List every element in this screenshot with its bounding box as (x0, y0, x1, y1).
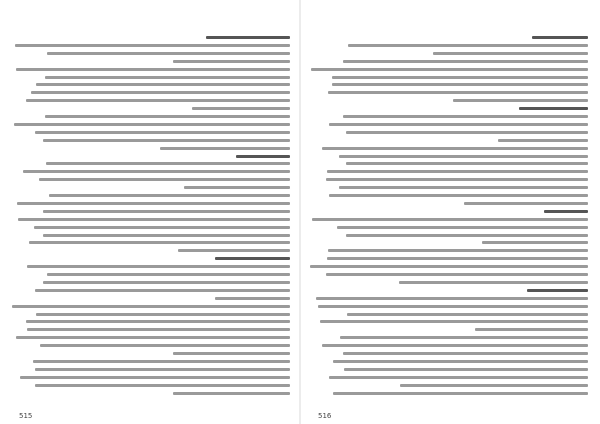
text-line (36, 83, 290, 86)
text-line (33, 360, 290, 363)
text-line (35, 131, 290, 134)
text-line (343, 115, 588, 118)
text-line (29, 241, 290, 244)
text-line (346, 162, 588, 165)
text-line (26, 320, 290, 323)
text-line (184, 186, 290, 189)
text-line (346, 234, 588, 237)
text-line (17, 202, 290, 205)
text-line (544, 210, 588, 213)
text-line (327, 257, 588, 260)
text-line (178, 249, 290, 252)
text-line (311, 68, 588, 71)
text-line (316, 297, 588, 300)
text-line (453, 99, 588, 102)
page-right (300, 0, 600, 424)
text-line (34, 226, 290, 229)
text-line (519, 107, 588, 110)
page-left-text-block (12, 36, 290, 404)
text-line (532, 36, 588, 39)
text-line (498, 139, 588, 142)
text-line (23, 170, 290, 173)
text-line (173, 352, 290, 355)
text-line (343, 60, 588, 63)
text-line (45, 115, 290, 118)
text-line (47, 52, 290, 55)
text-line (326, 178, 588, 181)
page-number-left: 515 (19, 412, 33, 420)
text-line (236, 155, 290, 158)
text-line (26, 99, 290, 102)
text-line (329, 376, 588, 379)
text-line (337, 226, 588, 229)
text-line (206, 36, 290, 39)
text-line (160, 147, 290, 150)
text-line (527, 289, 588, 292)
text-line (43, 139, 290, 142)
text-line (329, 194, 588, 197)
text-line (39, 178, 290, 181)
text-line (318, 305, 588, 308)
text-line (43, 210, 290, 213)
text-line (40, 344, 290, 347)
text-line (45, 76, 290, 79)
page-number-right: 516 (318, 412, 332, 420)
text-line (18, 218, 290, 221)
text-line (35, 289, 290, 292)
text-line (328, 91, 588, 94)
text-line (475, 328, 588, 331)
text-line (339, 155, 588, 158)
text-line (332, 76, 588, 79)
text-line (16, 336, 290, 339)
text-line (346, 131, 588, 134)
text-line (340, 336, 588, 339)
text-line (400, 384, 588, 387)
text-line (27, 265, 290, 268)
text-line (16, 68, 290, 71)
text-line (344, 368, 588, 371)
text-line (464, 202, 588, 205)
text-line (49, 194, 290, 197)
text-line (320, 320, 588, 323)
text-line (322, 147, 588, 150)
text-line (173, 392, 290, 395)
text-line (43, 234, 290, 237)
text-line (328, 249, 588, 252)
text-line (322, 344, 588, 347)
text-line (312, 218, 588, 221)
text-line (36, 313, 290, 316)
text-line (326, 273, 588, 276)
text-line (192, 107, 290, 110)
text-line (333, 392, 589, 395)
text-line (35, 384, 290, 387)
text-line (173, 60, 290, 63)
text-line (215, 297, 290, 300)
text-line (333, 360, 588, 363)
text-line (347, 313, 588, 316)
text-line (43, 281, 290, 284)
text-line (339, 186, 588, 189)
text-line (433, 52, 588, 55)
text-line (47, 273, 290, 276)
text-line (348, 44, 588, 47)
text-line (31, 91, 290, 94)
text-line (35, 368, 290, 371)
page-right-text-block (310, 36, 588, 404)
text-line (310, 265, 588, 268)
text-line (14, 123, 290, 126)
text-line (27, 328, 290, 331)
text-line (343, 352, 588, 355)
text-line (215, 257, 290, 260)
text-line (12, 305, 290, 308)
text-line (399, 281, 588, 284)
text-line (482, 241, 588, 244)
text-line (332, 83, 588, 86)
text-line (327, 170, 588, 173)
text-line (329, 123, 588, 126)
text-line (46, 162, 290, 165)
text-line (15, 44, 290, 47)
text-line (20, 376, 290, 379)
